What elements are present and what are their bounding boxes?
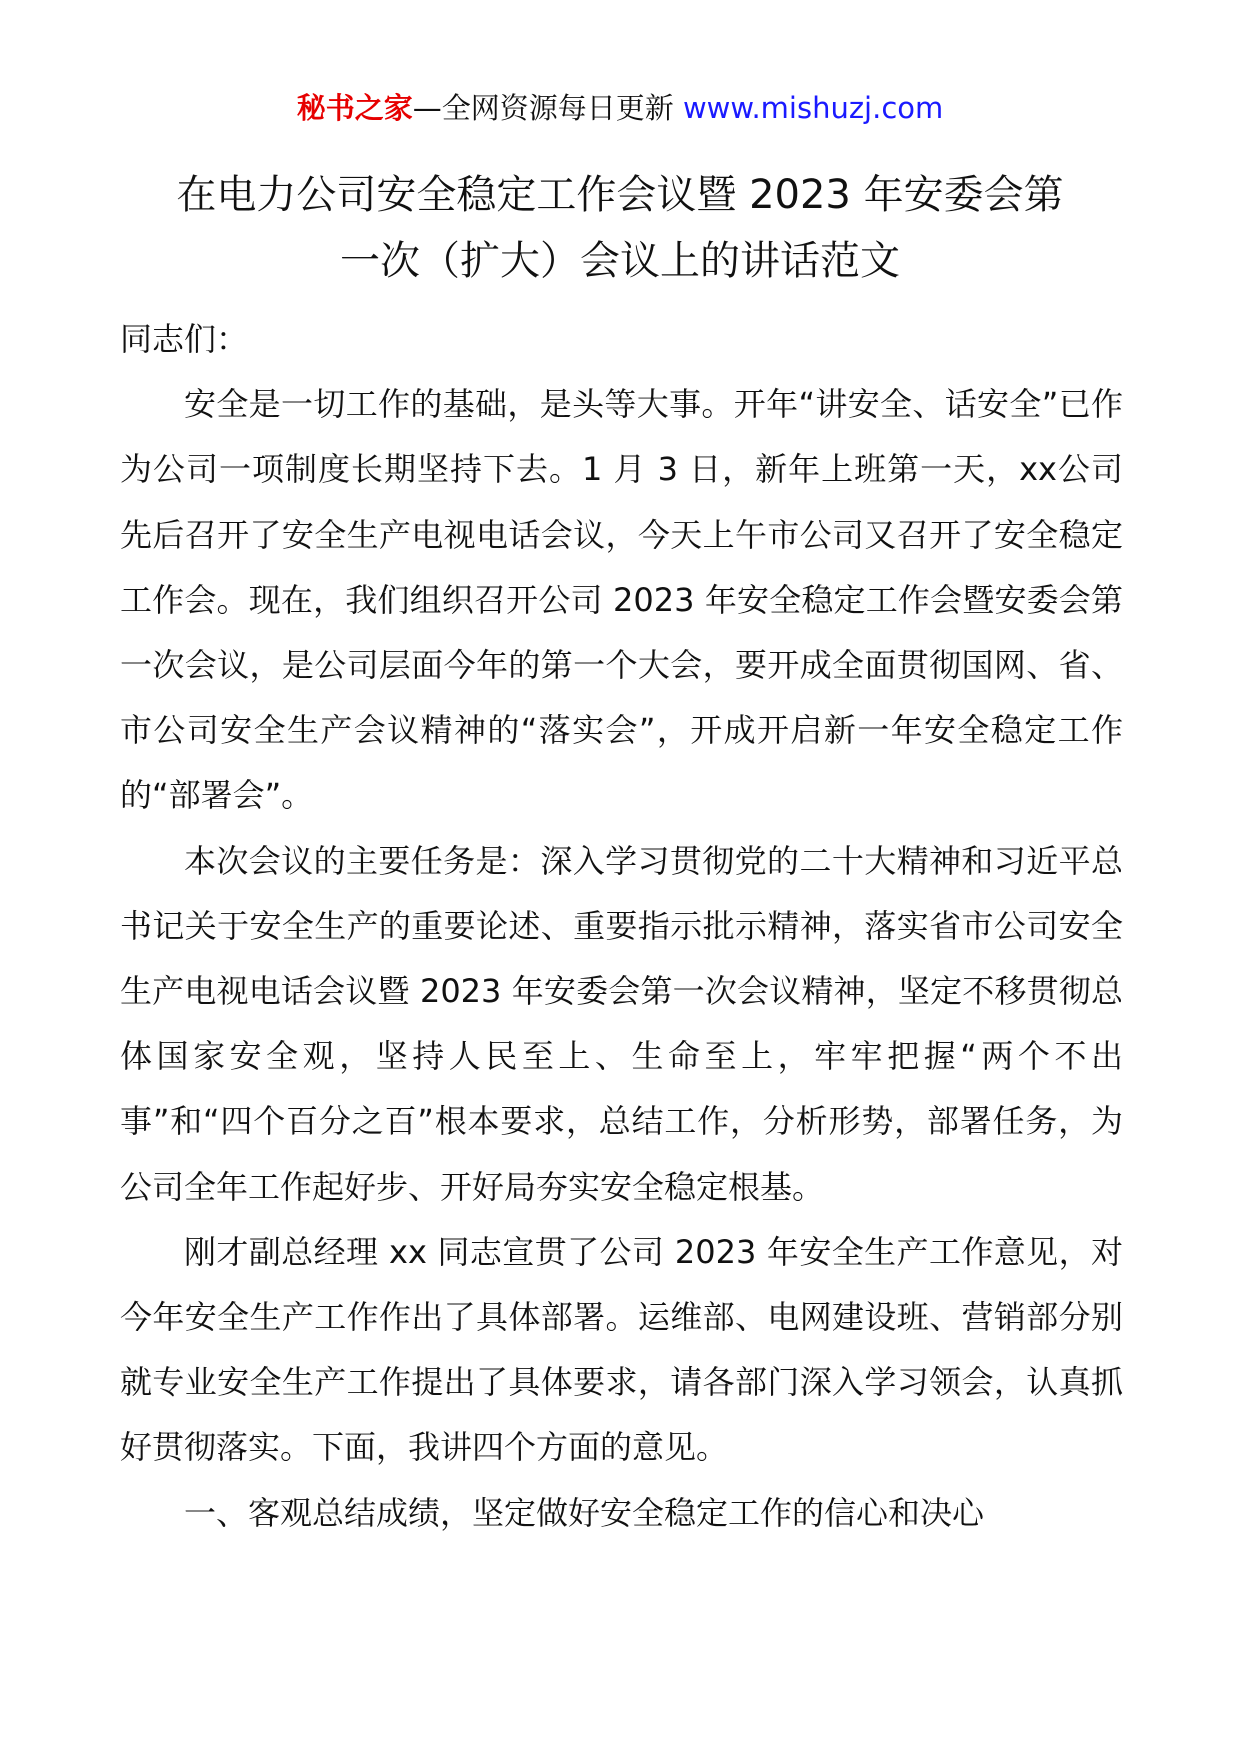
site-url-link[interactable]: www.mishuzj.com (682, 91, 944, 125)
paragraph-deployment: 刚才副总经理 xx 同志宣贯了公司 2023 年安全生产工作意见，对今年安全生产工作作出了具体部署。运维部、电网建设班、营销部分别就专业安全生产工作提出了具体要求，请各部门深入学习领会，认真抓好贯彻落实。下面，我讲四个方面的意见。 (120, 1232, 1123, 1467)
site-header (0, 88, 1240, 128)
paragraph-main-tasks: 本次会议的主要任务是：深入学习贯彻党的二十大精神和习近平总书记关于安全生产的重要论述、重要指示批示精神，落实省市公司安全生产电视电话会议暨 2023 年安委会第一次会议精神，坚定不移贯彻总体国家安全观，坚持人民至上、生命至上，牢牢把握“两个不出事”和“四个百分之百”根本要求，总结工作，分析形势，部署任务，为公司全年工作起好步、开好局夯实安全稳定根基。 (120, 841, 1123, 1206)
paragraph-intro: 安全是一切工作的基础，是头等大事。开年“讲安全、话安全”已作为公司一项制度长期坚持下去。1 月 3 日，新年上班第一天，xx公司先后召开了安全生产电视电话会议，今天上午市公司又召开了安全稳定工作会。现在，我们组织召开公司 2023 年安全稳定工作会暨安委会第一次会议，是公司层面今年的第一个大会，要开成全面贯彻国网、省、市公司安全生产会议精神的“落实会”，开成开启新一年安全稳定工作的“部署会”。 (120, 385, 1123, 815)
document-title-line-1: 在电力公司安全稳定工作会议暨 2023 年安委会第 (176, 172, 1064, 218)
site-tagline: —全网资源每日更新 (412, 91, 683, 125)
section-heading-1: 一、客观总结成绩，坚定做好安全稳定工作的信心和决心 (184, 1493, 985, 1532)
site-name: 秘书之家 (296, 91, 413, 125)
salutation: 同志们： (120, 320, 249, 358)
document-body (120, 307, 1123, 1546)
document-title-line-2: 一次（扩大）会议上的讲话范文 (340, 238, 900, 284)
document-title (120, 162, 1120, 294)
